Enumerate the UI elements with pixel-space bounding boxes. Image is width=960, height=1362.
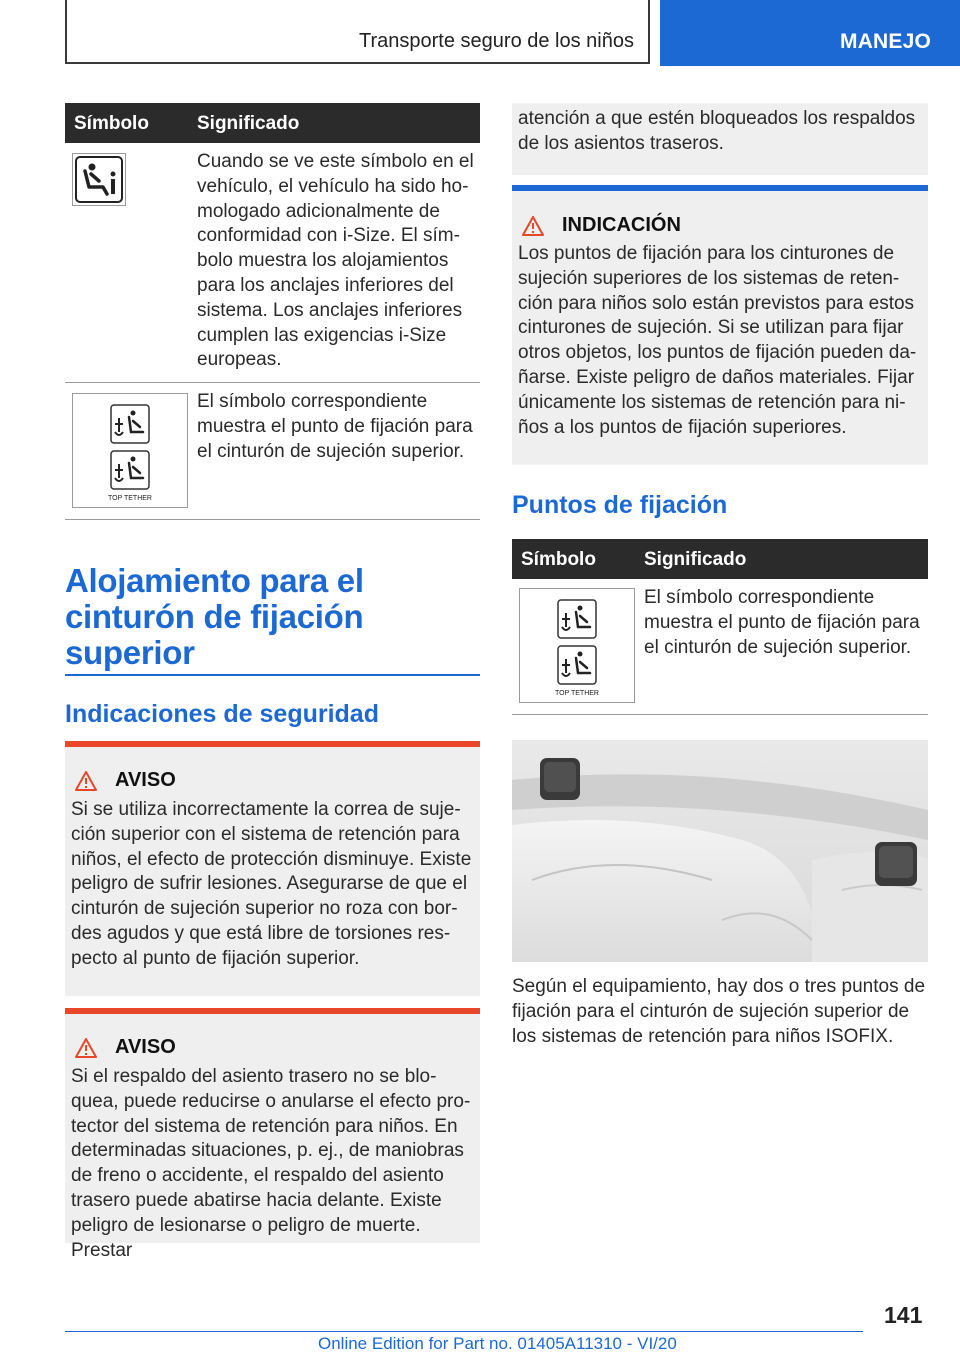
warning-triangle-icon bbox=[75, 771, 97, 791]
section-tab bbox=[660, 0, 960, 66]
table-header bbox=[65, 103, 480, 143]
col-symbol-header: Símbolo bbox=[74, 113, 149, 134]
footer-edition: Online Edition for Part no. 01405A11310 - VI/20 bbox=[318, 1334, 677, 1353]
warning-text: Si el respaldo del asiento trasero no se bloquea, puede reducirse o anularse el efecto protector del sistema de retención para niños. En determinadas situaciones, p. ej., de maniobras de freno o accidente, el respaldo del asiento trasero puede abatirse hacia delante. Existe peligro de lesionarse o peligro de muerte. Prestar bbox=[71, 1066, 471, 1261]
footer-rule bbox=[65, 1331, 863, 1332]
subheading-points: Puntos de fijación bbox=[512, 491, 728, 519]
page-header bbox=[0, 0, 960, 68]
warning-title: AVISO bbox=[75, 1036, 480, 1059]
warning-triangle-icon bbox=[522, 216, 544, 236]
icon-label: TOP TETHER bbox=[555, 690, 599, 697]
col-meaning-header: Significado bbox=[644, 549, 747, 570]
section-label: MANEJO bbox=[840, 30, 932, 53]
chapter-title: Transporte seguro de los niños bbox=[359, 30, 634, 52]
symbol-table-left bbox=[65, 103, 480, 520]
icon-label: TOP TETHER bbox=[108, 495, 152, 502]
warning-triangle-icon bbox=[75, 1038, 97, 1058]
table-row bbox=[65, 383, 480, 520]
section-heading: Alojamiento para el cinturón de fijación superior bbox=[65, 562, 364, 671]
warning-continuation-text: atención a que estén bloqueados los respaldos de los asientos traseros. bbox=[518, 108, 916, 154]
table-row bbox=[512, 579, 928, 715]
notice-text: Los puntos de fijación para los cinturones de sujeción superiores de los sistemas de retención para niños solo están previstos para estos cinturones de sujeción. Si se utilizan para fijar otros objetos, los puntos de fijación pueden dañarse. Existe peligro de daños materiales. Fijar únicamente los sistemas de retención para niños a los puntos de fijación superiores. bbox=[518, 243, 917, 438]
notice-title: INDICACIÓN bbox=[522, 214, 928, 237]
notice-box bbox=[512, 185, 928, 465]
table-header bbox=[512, 539, 928, 579]
col-meaning-header: Significado bbox=[197, 113, 300, 134]
table-row bbox=[65, 143, 480, 383]
page-number: 141 bbox=[884, 1302, 923, 1328]
row-meaning-text: El símbolo correspondiente muestra el punto de fijación para el cinturón de sujeción superior. bbox=[644, 587, 920, 658]
warning-box bbox=[65, 1008, 480, 1261]
photo-caption: Según el equipamiento, hay dos o tres puntos de fijación para el cinturón de sujeción superior de los sistemas de retención para niños ISOFIX. bbox=[512, 976, 926, 1047]
row-meaning-text: Cuando se ve este símbolo en el vehículo, el vehículo ha sido homologado adicionalmente de conformidad con i-Size. El símbolo muestra los alojamientos para los anclajes inferiores del sistema. Los anclajes inferiores cumplen las exigencias i-Size europeas. bbox=[197, 151, 474, 371]
top-tether-icon bbox=[72, 393, 188, 508]
warning-title: AVISO bbox=[75, 769, 480, 792]
warning-box bbox=[65, 741, 480, 996]
row-meaning-text: El símbolo correspondiente muestra el punto de fijación para el cinturón de sujeción superior. bbox=[197, 391, 473, 462]
top-tether-icon bbox=[519, 588, 635, 703]
tether-anchor-photo bbox=[512, 740, 928, 962]
heading-rule bbox=[65, 674, 480, 676]
col-symbol-header: Símbolo bbox=[521, 549, 596, 570]
chapter-tab bbox=[65, 0, 650, 64]
subheading-safety: Indicaciones de seguridad bbox=[65, 700, 379, 728]
warning-text: Si se utiliza incorrectamente la correa de sujeción superior con el sistema de retención para niños, el efecto de protección disminuye. Existe peligro de sufrir lesiones. Asegurarse de que el cinturón de sujeción superior no roza con bordes agudos y que está libre de torsiones respecto al punto de fijación superior. bbox=[71, 799, 472, 969]
isofix-i-size-icon bbox=[72, 153, 126, 206]
warning-continuation bbox=[512, 103, 928, 175]
symbol-table-right bbox=[512, 539, 928, 715]
